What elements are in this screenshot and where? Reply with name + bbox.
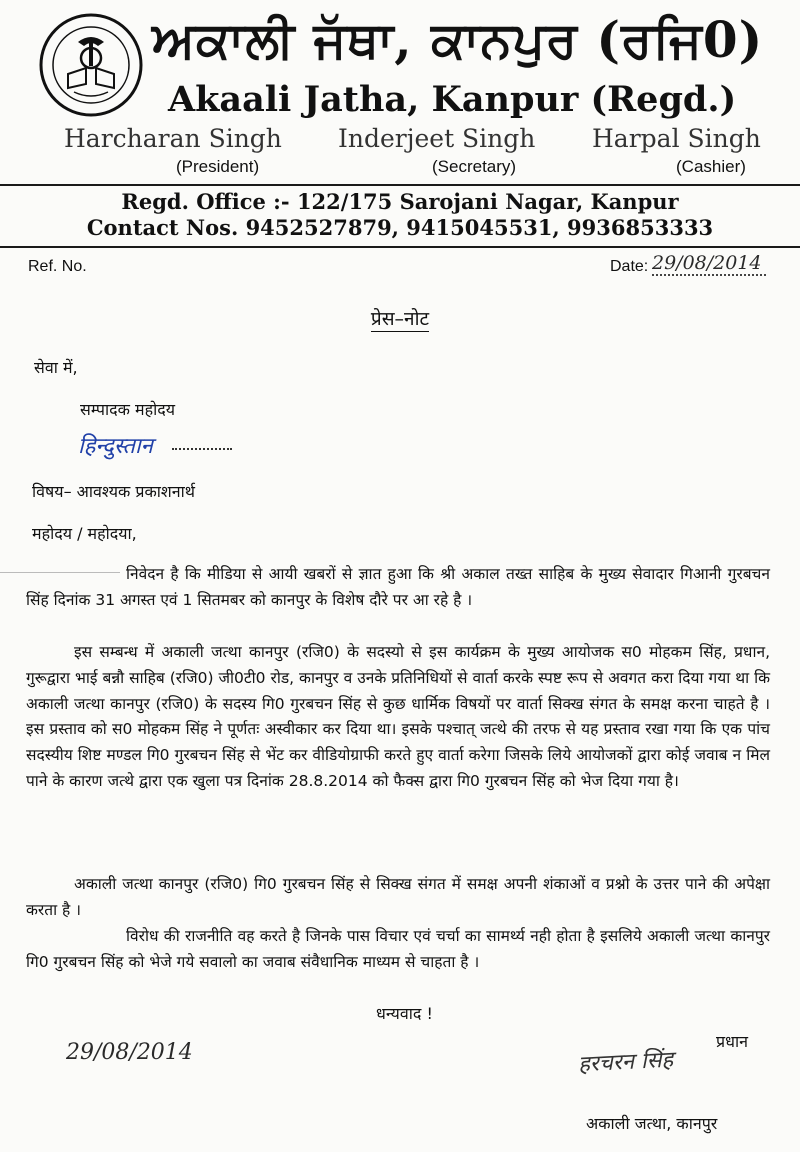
officer-president-role: (President) [176,157,260,176]
closing-date-handwritten: 29/08/2014 [66,1040,193,1065]
officer-cashier-name: Harpal Singh [592,124,761,153]
newspaper-dotted-line [172,448,232,450]
paragraph-1: निवेदन है कि मीडिया से आयी खबरों से ज्ञात हुआ कि श्री अकाल तख्त साहिब के मुख्य सेवादार गिआनी गुरबचन सिंह दिनांक 31 अगस्त एवं 1 सितमबर को कानपुर के विशेष दौरे पर आ रहे है । [26,565,770,609]
president-signature: हरचरन सिंह [577,1047,674,1078]
header-divider-bottom [0,246,800,248]
officer-secretary-role: (Secretary) [432,157,517,176]
org-title-punjabi: ਅਕਾਲੀ ਜੱਥਾ, ਕਾਨਪੁਰ (ਰਜਿ0) [152,10,764,69]
officer-secretary-name: Inderjeet Singh [338,124,536,153]
press-note-heading [0,306,800,332]
khanda-emblem-icon [38,12,144,118]
paragraph-3: अकाली जत्था कानपुर (रजि0) गि0 गुरबचन सिंह से सिक्ख संगत में समक्ष अपनी शंकाओं व प्रश्नो के उत्तर पाने की अपेक्षा करता है । [26,875,770,919]
officer-president-name: Harcharan Singh [64,124,282,153]
signature-organization: अकाली जत्था, कानपुर [586,1114,718,1133]
org-title-english: Akaali Jatha, Kanpur (Regd.) [168,79,737,120]
paragraph-2: इस सम्बन्ध में अकाली जत्था कानपुर (रजि0) के सदस्यो से इस कार्यक्रम के मुख्य आयोजक स0 मोहकम सिंह, प्रधान, गुरूद्वारा भाई बन्नौ साहिब (रजि0) जी0टी0 रोड, कानपुर व उनके प्रतिनिधियों से वार्ता करके स्पष्ट रूप से अवगत करा दिया गया था कि अकाली जत्था कानपुर (रजि0) के सदस्य गि0 गुरबचन सिंह से कुछ धार्मिक विषयों पर वार्ता सिक्ख संगत के समक्ष करना चाहते है । इस प्रस्ताव को स0 मोहकम सिंह ने पूर्णतः अस्वीकार कर दिया था। इसके पश्चात् जत्थे की तरफ से यह प्रस्ताव रखा गया कि एक पांच सदस्यीय शिष्ट मण्डल गि0 गुरबचन सिंह से भेंट कर वीडियोग्राफी करते हुए वार्ता करेगा जिसके लिये आयोजकों द्वारा कोई जवाब न मिल पाने के कारण जत्थे द्वारा एक खुला पत्र दिनांक 28.8.2014 को फैक्स द्वारा गि0 गुरबचन सिंह को भेज दिया गया है। [26,643,770,790]
address-line: महोदय / महोदया, [32,524,137,543]
editor-line: सम्पादक महोदय [80,400,176,419]
officer-cashier-role: (Cashier) [676,157,746,176]
seva-mein: सेवा में, [34,358,78,377]
contact-numbers: Contact Nos. 9452527879, 9415045531, 9936853333 [86,215,714,240]
date-label: Date: [610,258,649,275]
paragraph-4: विरोध की राजनीति वह करते है जिनके पास विचार एवं चर्चा का सामर्थ्य नही होता है इसलिये अकाली जत्था कानपुर गि0 गुरबचन सिंह को भेजे गये सवालो का जवाब संवैधानिक माध्यम से चाहता है । [26,927,770,971]
newspaper-handwritten: हिन्दुस्तान [78,434,153,459]
header-divider-top [0,184,800,186]
registered-office: Regd. Office :- 122/175 Sarojani Nagar, Kanpur [121,189,679,214]
date-handwritten: 29/08/2014 [652,252,766,276]
subject-line: विषय– आवश्यक प्रकाशनार्थ [32,482,196,501]
designation-pradhan: प्रधान [716,1032,748,1051]
thanks-text: धन्यवाद ! [376,1004,433,1023]
ref-no-label: Ref. No. [28,258,87,275]
press-note-heading-text: प्रेस–नोट [370,308,430,330]
